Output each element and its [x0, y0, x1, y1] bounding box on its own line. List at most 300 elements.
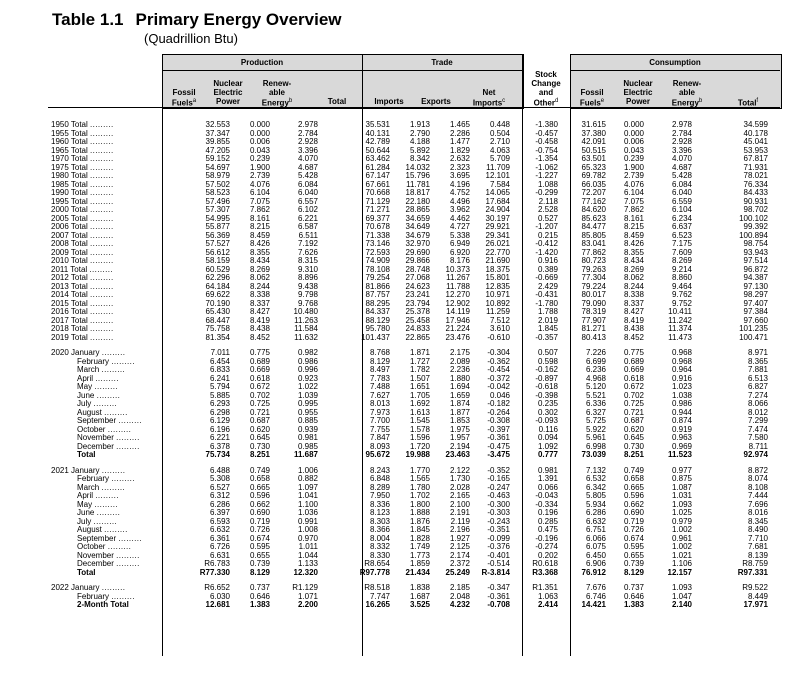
cell-value: 39.855: [205, 137, 230, 146]
cell-value: -0.431: [535, 290, 558, 299]
cell-value: -0.308: [487, 416, 510, 425]
cell-value: 0.658: [249, 474, 270, 483]
cell-value: 5.709: [489, 154, 510, 163]
cell-value: 8.013: [369, 399, 390, 408]
cell-value: 1.092: [537, 441, 558, 451]
cell-value: 2.790: [409, 128, 430, 138]
cell-value: 4.232: [449, 600, 470, 609]
table-row: [48, 601, 770, 610]
cell-value: 0.775: [249, 348, 270, 357]
row-label: 2015 Total .........: [51, 298, 114, 308]
cell-value: 56.369: [205, 230, 230, 240]
cell-value: 1.021: [671, 550, 692, 560]
cell-value: 0.725: [249, 399, 270, 408]
cell-value: 85.805: [581, 230, 606, 240]
cell-value: 97.407: [743, 298, 768, 308]
cell-value: 57.527: [205, 239, 230, 248]
leader-dots: .........: [101, 348, 126, 357]
cell-value: 3.695: [449, 171, 470, 180]
cell-value: 80.723: [581, 256, 606, 265]
cell-value: 0.749: [249, 465, 270, 475]
cell-value: 2.125: [449, 542, 470, 551]
cell-value: 6.998: [585, 441, 606, 451]
cell-value: 100.102: [739, 213, 768, 223]
cell-value: 0.507: [537, 348, 558, 357]
leader-dots: .........: [118, 533, 142, 543]
cell-value: 0.690: [249, 508, 270, 517]
cell-value: 2.200: [297, 600, 318, 609]
cell-value: 56.612: [205, 247, 230, 257]
leader-dots: .........: [95, 491, 119, 500]
cell-value: 6.104: [671, 205, 692, 214]
cell-value: R-3.814: [481, 567, 510, 577]
table-title: [52, 10, 342, 30]
cell-value: -0.042: [487, 382, 510, 391]
cell-value: 8.355: [249, 247, 270, 257]
cell-value: 6.632: [209, 525, 230, 534]
cell-value: 8.419: [623, 315, 644, 325]
cell-value: 0.646: [623, 591, 644, 601]
table-row: [48, 375, 770, 384]
row-label: March .........: [77, 482, 126, 492]
cell-value: 0.775: [623, 348, 644, 357]
cell-value: 8.161: [249, 213, 270, 223]
cell-value: -0.708: [487, 600, 510, 609]
cell-value: 1.063: [537, 591, 558, 601]
cell-value: 4.196: [449, 179, 470, 189]
cell-value: 7.881: [747, 365, 768, 374]
table-row: [48, 552, 770, 561]
cell-value: 9.214: [671, 264, 692, 274]
cell-value: 0.964: [671, 365, 692, 374]
leader-dots: .........: [118, 416, 142, 425]
leader-dots: .........: [90, 205, 114, 214]
leader-dots: .........: [101, 482, 126, 492]
cell-value: 8.426: [249, 239, 270, 248]
cell-value: 2.019: [537, 315, 558, 325]
cell-value: 1.038: [671, 390, 692, 400]
cell-value: 5.961: [585, 433, 606, 442]
col-header-text: Fuels: [171, 98, 193, 108]
cell-value: 0.285: [537, 516, 558, 526]
cell-value: 1.383: [623, 600, 644, 609]
cell-value: 4.070: [297, 154, 318, 163]
cell-value: 75.758: [205, 324, 230, 333]
group-trade: Trade: [431, 58, 453, 67]
cell-value: 5.120: [585, 382, 606, 391]
cell-value: 1.900: [249, 162, 270, 172]
cell-value: 0.674: [623, 533, 644, 543]
cell-value: 2.194: [449, 441, 470, 451]
col-header-text: Total: [327, 97, 347, 106]
table-row: [48, 535, 770, 544]
cell-value: 7.627: [369, 390, 390, 400]
cell-value: 32.553: [205, 120, 230, 129]
cell-value: 6.920: [449, 247, 470, 257]
cell-value: -0.351: [487, 525, 510, 534]
cell-value: 0.000: [249, 120, 270, 129]
cell-value: 8.243: [369, 465, 390, 475]
footnote-mark: d: [555, 98, 559, 104]
cell-value: 0.094: [537, 433, 558, 442]
row-label: November .........: [77, 550, 140, 560]
leader-dots: .........: [94, 382, 118, 391]
table-row: [48, 593, 770, 602]
cell-value: 63.501: [581, 154, 606, 163]
cell-value: 11.259: [486, 307, 510, 316]
production-rule: [162, 70, 362, 71]
cell-value: R97.331: [737, 567, 768, 577]
cell-value: 8.434: [249, 256, 270, 265]
cell-value: -0.457: [535, 128, 558, 138]
cell-value: 2.089: [449, 356, 470, 366]
cell-value: 7.700: [369, 416, 390, 425]
cell-value: 0.618: [249, 373, 270, 383]
cell-value: 0.596: [249, 491, 270, 500]
cell-value: 0.981: [297, 433, 318, 442]
row-label: 2010 Total .........: [51, 256, 114, 265]
cell-value: 27.068: [405, 273, 430, 282]
leader-dots: .........: [90, 213, 114, 223]
cell-value: 1.876: [409, 516, 430, 526]
group-consumption: Consumption: [649, 58, 701, 67]
cell-value: 0.527: [537, 213, 558, 223]
col-header-text: Stock: [535, 70, 557, 79]
cell-value: -0.463: [487, 491, 510, 500]
cell-value: 6.241: [209, 373, 230, 383]
cell-value: 6.557: [297, 196, 318, 206]
cell-value: 1.106: [671, 559, 692, 568]
col-header-text: Power: [215, 97, 240, 106]
table-row: [48, 492, 770, 501]
leader-dots: .........: [116, 441, 140, 451]
cell-value: 0.749: [623, 465, 644, 475]
cell-value: 81.271: [581, 324, 606, 333]
cell-value: 1.100: [297, 499, 318, 509]
cell-value: 4.687: [671, 162, 692, 172]
cell-value: 7.862: [623, 205, 644, 214]
cell-value: 0.389: [537, 264, 558, 274]
cell-value: 71.129: [365, 196, 390, 206]
cell-value: -1.207: [535, 222, 558, 231]
cell-value: 21.224: [445, 324, 470, 333]
col-header-c_fossil: [572, 88, 612, 108]
row-label: October .........: [77, 424, 132, 434]
cell-value: 8.896: [297, 273, 318, 282]
cell-value: 0.043: [249, 145, 270, 155]
cell-value: 7.175: [671, 239, 692, 248]
cell-value: 80.017: [581, 290, 606, 299]
cell-value: 11.263: [294, 315, 318, 325]
cell-value: -1.420: [535, 247, 558, 257]
cell-value: 84.620: [581, 205, 606, 214]
cell-value: 8.438: [249, 324, 270, 333]
cell-value: 12.902: [445, 298, 470, 308]
cell-value: 11.374: [668, 324, 692, 333]
row-label: 2-Month Total: [77, 600, 129, 609]
cell-value: 10.373: [445, 264, 470, 274]
cell-value: 6.084: [297, 179, 318, 189]
cell-value: 4.070: [671, 154, 692, 163]
cell-value: 6.593: [209, 516, 230, 526]
cell-value: 73.146: [365, 239, 390, 248]
cell-value: 11.242: [668, 315, 692, 325]
cell-value: 50.515: [581, 145, 606, 155]
cell-value: 28.865: [405, 205, 430, 214]
cell-value: 1.036: [297, 508, 318, 517]
cell-value: 23.794: [405, 298, 430, 308]
cell-value: -0.196: [535, 533, 558, 543]
cell-value: R77.330: [199, 567, 230, 577]
cell-value: 58.979: [205, 171, 230, 180]
cell-value: 6.848: [369, 474, 390, 483]
table-row: [48, 569, 770, 578]
cell-value: 85.623: [581, 213, 606, 223]
cell-value: 42.091: [581, 137, 606, 146]
table-row: [48, 409, 770, 418]
cell-value: 1.041: [297, 491, 318, 500]
leader-dots: .........: [90, 196, 114, 206]
leader-dots: .........: [90, 290, 114, 299]
cell-value: 18.375: [485, 264, 510, 274]
cell-value: 0.923: [297, 373, 318, 383]
cell-value: 1.022: [297, 382, 318, 391]
cell-value: 1.088: [537, 179, 558, 189]
cell-value: 25.378: [405, 307, 430, 316]
cell-value: 0.043: [623, 145, 644, 155]
cell-value: -0.897: [535, 373, 558, 383]
cell-value: R6.783: [204, 559, 230, 568]
cell-value: 7.973: [369, 407, 390, 417]
cell-value: 64.184: [205, 281, 230, 291]
row-label: 2011 Total .........: [51, 264, 114, 274]
row-label: 2022 January .........: [51, 583, 126, 592]
table-row: [48, 467, 770, 476]
cell-value: 2.978: [671, 120, 692, 129]
cell-value: -0.165: [487, 474, 510, 483]
cell-value: 7.075: [623, 196, 644, 206]
footnote-mark: a: [192, 98, 197, 104]
table-name: Primary Energy Overview: [135, 10, 342, 29]
cell-value: 34.679: [405, 230, 430, 240]
cell-value: 25.458: [405, 315, 430, 325]
cell-value: 17.684: [485, 196, 510, 206]
cell-value: 96.872: [743, 264, 768, 274]
cell-value: 59.152: [205, 154, 230, 163]
cell-value: 2.119: [450, 516, 470, 526]
cell-value: 1.770: [409, 465, 430, 475]
cell-value: 8.711: [748, 441, 768, 451]
cell-value: -1.354: [535, 154, 558, 163]
cell-value: 5.725: [585, 416, 606, 425]
cell-value: 0.916: [671, 373, 692, 383]
cell-value: -0.352: [487, 465, 510, 475]
cell-value: 2.372: [449, 559, 470, 568]
leader-dots: .........: [116, 433, 140, 442]
leader-dots: .........: [90, 256, 114, 265]
cell-value: 0.875: [671, 474, 692, 483]
cell-value: 6.454: [209, 356, 230, 366]
cell-value: 1.880: [449, 373, 470, 383]
cell-value: 2.710: [489, 137, 510, 146]
row-label: 1960 Total .........: [51, 137, 114, 146]
cell-value: 12.320: [293, 567, 318, 577]
cell-value: 8.355: [623, 247, 644, 257]
cell-value: 8.004: [369, 533, 390, 543]
energy-table: [48, 121, 770, 610]
leader-dots: .........: [101, 583, 126, 592]
cell-value: 79.263: [581, 264, 606, 274]
cell-value: 0.739: [623, 559, 644, 568]
leader-dots: .........: [90, 179, 114, 189]
cell-value: 75.734: [205, 450, 230, 459]
cell-value: 7.747: [369, 591, 390, 601]
col-header-text: Renew-: [262, 79, 292, 88]
cell-value: 8.062: [623, 273, 644, 282]
col-header-text: Imports: [374, 97, 404, 106]
group-production: Production: [240, 58, 284, 67]
cell-value: 7.580: [747, 433, 768, 442]
leader-dots: .........: [89, 264, 114, 274]
cell-value: 2.528: [537, 205, 558, 214]
cell-value: 8.016: [747, 508, 768, 517]
cell-value: 6.746: [585, 591, 606, 601]
row-label: July .........: [77, 399, 118, 408]
cell-value: 8.330: [369, 550, 390, 560]
col-header-text: Electric: [213, 88, 243, 97]
cell-value: 8.303: [369, 516, 390, 526]
cell-value: 7.474: [747, 424, 768, 434]
row-label: April .........: [77, 373, 119, 383]
row-label: October .........: [77, 542, 132, 551]
cell-value: -0.162: [535, 365, 558, 374]
row-label: 2008 Total .........: [51, 239, 114, 248]
cell-value: 8.108: [747, 482, 768, 492]
cell-value: 83.041: [581, 239, 606, 248]
cell-value: 9.762: [671, 290, 692, 299]
cell-value: 8.438: [623, 324, 644, 333]
cell-value: 1.957: [449, 433, 470, 442]
cell-value: 24.623: [405, 281, 430, 291]
cell-value: 88.129: [365, 315, 390, 325]
cell-value: 22.180: [405, 196, 430, 206]
cell-value: 1.845: [409, 525, 430, 534]
table-row: [48, 584, 770, 593]
table-number: Table 1.1: [52, 10, 124, 29]
cell-value: -1.380: [535, 120, 558, 129]
cell-value: 0.687: [249, 416, 270, 425]
col-header-text: Energy: [671, 98, 699, 108]
cell-value: 9.438: [297, 281, 318, 291]
cell-value: 7.011: [210, 348, 230, 357]
cell-value: 2.414: [537, 600, 558, 609]
col-header-c_nuclear: [618, 79, 658, 106]
cell-value: 10.971: [485, 290, 510, 299]
cell-value: 1.702: [409, 491, 430, 500]
cell-value: 1.383: [249, 600, 270, 609]
cell-value: 0.620: [623, 424, 644, 434]
cell-value: 0.721: [623, 407, 644, 417]
row-label: February .........: [77, 474, 135, 483]
cell-value: 1.093: [671, 583, 692, 592]
cell-value: 78.108: [365, 264, 390, 274]
cell-value: 79.090: [581, 298, 606, 308]
table-row: [48, 334, 770, 343]
leader-dots: .........: [96, 508, 121, 517]
cell-value: 1.578: [409, 424, 430, 434]
row-label: June .........: [77, 508, 121, 517]
row-label: 2012 Total .........: [51, 273, 114, 282]
cell-value: 8.860: [671, 273, 692, 282]
cell-value: 81.866: [365, 281, 390, 291]
cell-value: 0.689: [249, 356, 270, 366]
leader-dots: .........: [90, 273, 114, 282]
cell-value: 0.730: [249, 441, 270, 451]
leader-dots: .........: [90, 137, 114, 146]
col-header-text: Imports: [472, 98, 503, 108]
cell-value: 0.885: [297, 416, 318, 425]
cell-value: 78.319: [581, 307, 606, 316]
cell-value: 8.449: [747, 591, 768, 601]
cell-value: 6.751: [585, 525, 606, 534]
cell-value: 2.286: [449, 128, 470, 138]
cell-value: 1.659: [449, 390, 470, 400]
cell-value: 5.428: [671, 171, 692, 180]
leader-dots: .........: [93, 399, 118, 408]
cell-value: 1.727: [409, 356, 430, 366]
col-header-imports: [366, 97, 412, 106]
cell-value: 6.066: [585, 533, 606, 543]
cell-value: 8.419: [249, 315, 270, 325]
cell-value: 98.754: [743, 239, 768, 248]
cell-value: 0.674: [249, 533, 270, 543]
cell-value: 11.709: [486, 162, 510, 172]
cell-value: -0.264: [487, 407, 510, 417]
cell-value: 95.780: [365, 324, 390, 333]
cell-value: 6.286: [209, 499, 230, 509]
cell-value: 0.000: [623, 120, 644, 129]
cell-value: 79.254: [365, 273, 390, 282]
cell-value: 1.871: [409, 348, 430, 357]
cell-value: 0.645: [623, 433, 644, 442]
cell-value: 7.626: [297, 247, 318, 257]
cell-value: 8.337: [249, 298, 270, 308]
cell-value: 0.239: [623, 154, 644, 163]
cell-value: 0.687: [623, 416, 644, 425]
cell-value: -0.243: [487, 516, 510, 526]
cell-value: R0.618: [532, 559, 558, 568]
cell-value: 37.347: [205, 128, 230, 138]
cell-value: 71.271: [365, 205, 390, 214]
col-header-renew: [254, 79, 300, 108]
cell-value: R8.518: [364, 583, 390, 592]
cell-value: 7.755: [369, 424, 390, 434]
cell-value: 2.323: [449, 162, 470, 172]
cell-value: 19.988: [405, 450, 430, 459]
cell-value: 6.906: [585, 559, 606, 568]
cell-value: -0.182: [487, 399, 510, 408]
cell-value: 1.730: [449, 474, 470, 483]
cell-value: -0.475: [487, 441, 510, 451]
cell-value: -0.397: [487, 424, 510, 434]
cell-value: 0.725: [623, 399, 644, 408]
row-label: 1990 Total .........: [51, 188, 114, 197]
cell-value: 6.488: [209, 465, 230, 475]
cell-value: 0.739: [249, 559, 270, 568]
col-header-text: Power: [625, 97, 650, 106]
cell-value: 9.768: [297, 298, 318, 308]
cell-value: 6.587: [297, 222, 318, 231]
